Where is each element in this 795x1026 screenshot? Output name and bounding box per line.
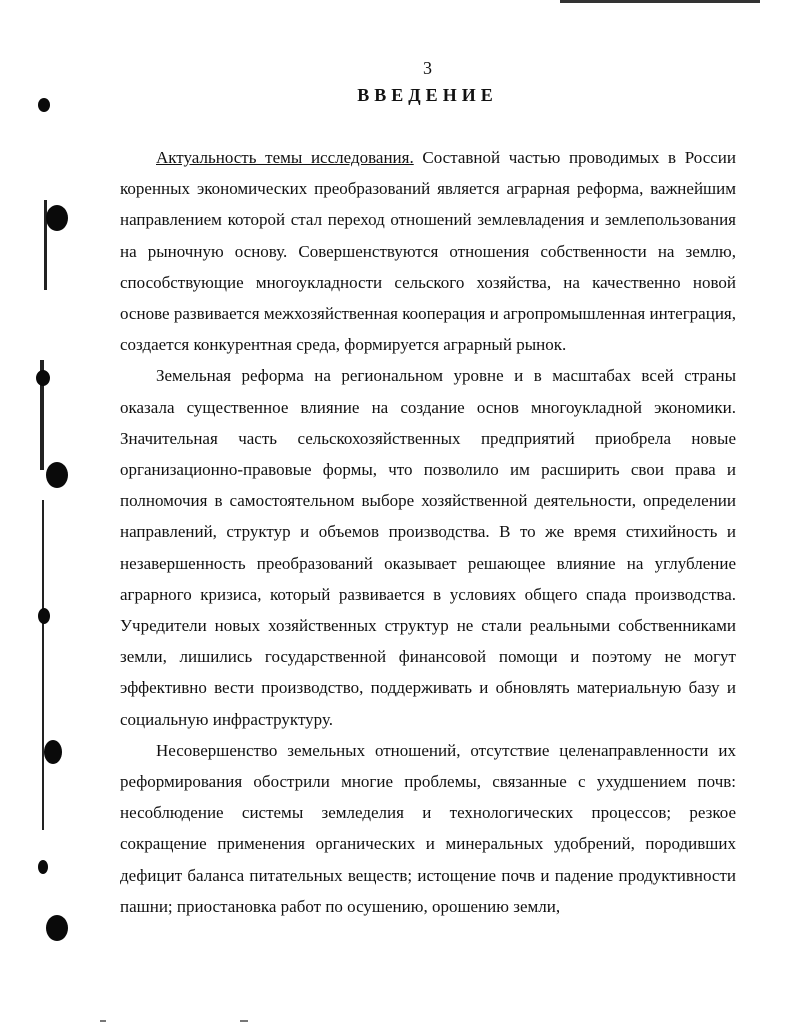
scan-margin-artifacts [0,0,75,1026]
page-number: 3 [423,58,432,78]
scan-blot [38,608,50,624]
scan-top-edge [560,0,760,3]
scan-speck [100,1020,106,1022]
scan-speck [240,1020,248,1022]
scan-blot [44,740,62,764]
scan-streak [42,500,44,830]
paragraph-text: Составной частью проводимых в России коренных экономических преобразований является аграрная реформа, важнейшим направлением которой стал переход отношений землевладения и землепользования на рыночную основу. Совершенствуются отношения собственности на землю, способствующие многоукладности сельского хозяйства, на качественно новой основе развивается межхозяйственная кооперация и агропромышленная интеграция, создается конкурентная среда, формируется аграрный рынок. [120,148,736,355]
scan-blot [38,860,48,874]
paragraph: Несовершенство земельных отношений, отсутствие целенаправленности их реформирования обострили многие проблемы, связанные с ухудшением почв: несоблюдение системы земледелия и технологических процессов; резкое сокращение применения органических и минеральных удобрений, породивших дефицит баланса питательных веществ; истощение почв и падение продуктивности пашни; приостановка работ по осушению, орошению земли, [120,740,736,916]
paragraph [120,142,736,360]
punch-hole [46,462,68,488]
punch-hole [46,205,68,231]
page-title: ВВЕДЕНИЕ [357,85,498,105]
paragraph: Земельная реформа на региональном уровне и в масштабах всей страны оказала существенное влияние на создание основ многоукладной экономики. Значительная часть сельскохозяйственных предприятий приобрела новые организационно-правовые формы, что позволило им расширить свои права и полномочия в самостоятельном выборе хозяйственной деятельности, определении направлений, структур и объемов производства. В то же время стихийность и незавершенность преобразований оказывает решающее влияние на углубление аграрного кризиса, который развивается в условиях общего спада производства. Учредители новых хозяйственных структур не стали реальными собственниками земли, лишились государственной финансовой помощи и поэтому не могут эффективно вести производство, поддерживать и обновлять материальную базу и социальную инфраструктуру. [120,366,736,729]
paragraph-lead: Актуальность темы исследования. [156,148,414,167]
punch-hole [46,915,68,941]
body-text [120,142,736,922]
scan-blot [36,370,50,386]
